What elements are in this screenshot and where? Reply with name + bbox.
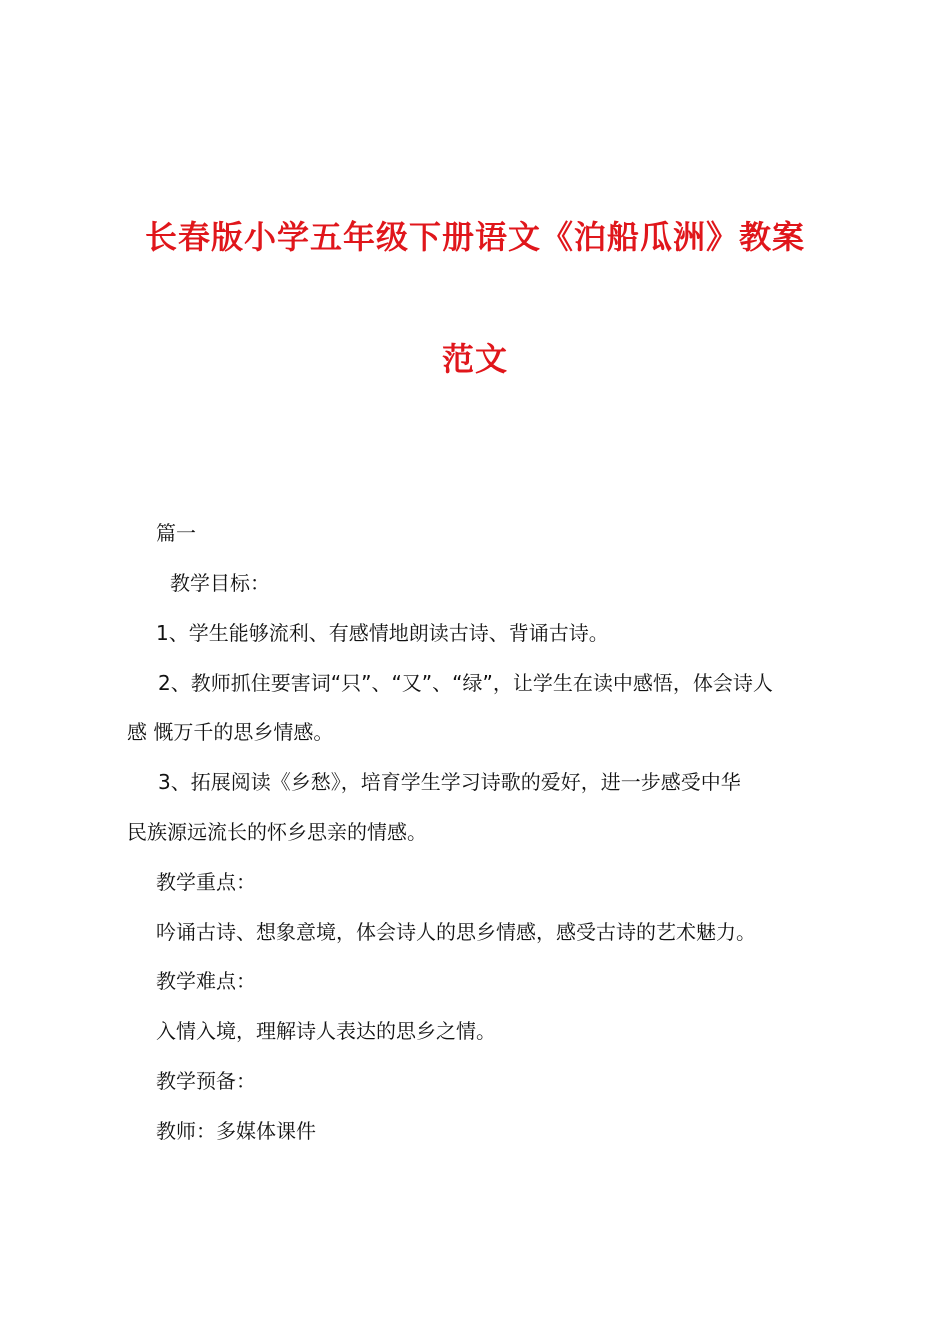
key-points-text: 吟诵古诗、想象意境，体会诗人的思乡情感，感受古诗的艺术魅力。 xyxy=(156,920,756,944)
goal-item-3-line-1: 3、拓展阅读《乡愁》，培育学生学习诗歌的爱好，进一步感受中华 xyxy=(158,770,741,794)
difficulties-text: 入情入境，理解诗人表达的思乡之情。 xyxy=(156,1019,496,1043)
goal-item-2-line-2: 感 慨万千的思乡情感。 xyxy=(127,720,334,744)
preparation-text: 教师：多媒体课件 xyxy=(156,1119,316,1143)
goal-item-1: 1、学生能够流利、有感情地朗读古诗、背诵古诗。 xyxy=(156,621,609,645)
goal-item-2-line-1: 2、教师抓住要害词“只”、“又”、“绿”，让学生在读中感悟，体会诗人 xyxy=(158,671,773,695)
preparation-heading: 教学预备： xyxy=(156,1069,256,1093)
difficulties-heading: 教学难点： xyxy=(156,969,256,993)
section-heading: 篇一 xyxy=(156,521,196,545)
document-title-line-2: 范文 xyxy=(441,340,508,378)
goal-item-3-line-2: 民族源远流长的怀乡思亲的情感。 xyxy=(127,820,427,844)
teaching-goals-heading: 教学目标： xyxy=(170,571,270,595)
document-title-line-1: 长春版小学五年级下册语文《泊船瓜洲》教案 xyxy=(144,218,805,256)
key-points-heading: 教学重点： xyxy=(156,870,256,894)
